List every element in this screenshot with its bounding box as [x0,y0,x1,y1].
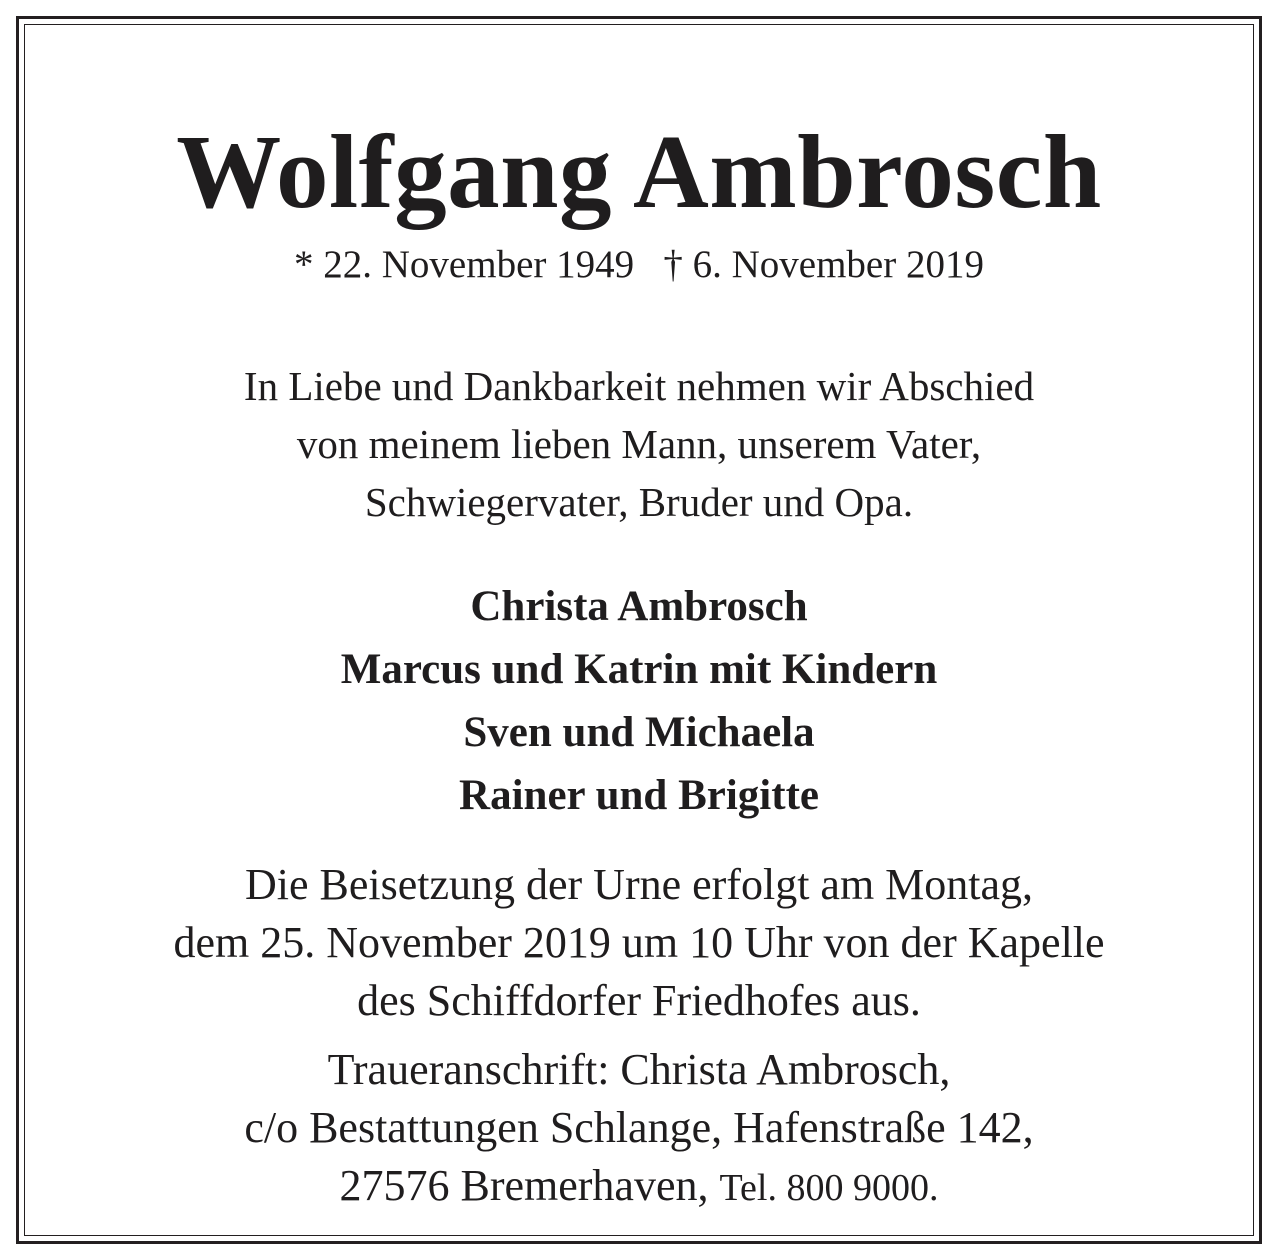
address-city: 27576 Bremerhaven, [339,1161,709,1210]
burial-line: Die Beisetzung der Urne erfolgt am Montag, [244,860,1034,909]
phone-number: Tel. 800 9000. [719,1167,939,1209]
life-dates: * 22. November 1949 † 6. November 2019 [294,243,984,286]
farewell-line: von meinem lieben Mann, unserem Vater, [296,421,982,467]
farewell-line: Schwiegervater, Bruder und Opa. [364,479,914,525]
farewell-text [24,357,1254,531]
address-line: c/o Bestattungen Schlange, Hafenstraße 142, [244,1103,1034,1152]
burial-notice [24,856,1254,1030]
mourner-name: Marcus und Katrin mit Kindern [340,646,938,693]
address-line: Traueranschrift: Christa Ambrosch, [327,1045,951,1094]
burial-line: des Schiffdorfer Friedhofes aus. [357,976,921,1025]
mourner-name: Sven und Michaela [463,709,815,756]
deceased-name: Wolfgang Ambrosch [176,113,1102,230]
farewell-line: In Liebe und Dankbarkeit nehmen wir Abschied [243,363,1035,409]
mourner-name: Rainer und Brigitte [459,772,819,819]
burial-line: dem 25. November 2019 um 10 Uhr von der Kapelle [173,918,1105,967]
mourner-name: Christa Ambrosch [470,583,808,630]
mourners-list [24,575,1254,827]
mourning-address [24,1041,1254,1217]
address-line-city [24,1157,1254,1217]
